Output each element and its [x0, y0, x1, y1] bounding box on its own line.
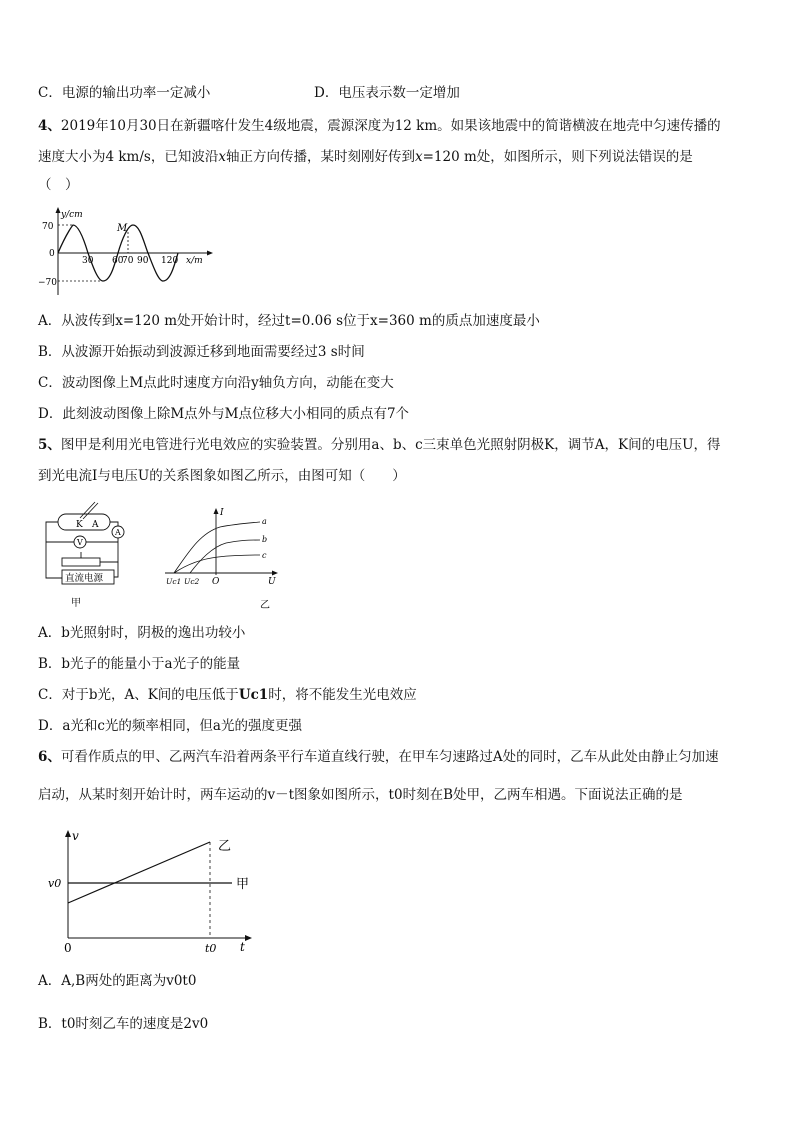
- q4-stem-text2c: =120 m处，如图所示，则下列说法错误的是: [422, 149, 693, 165]
- q6-line-yi: [68, 842, 210, 903]
- q5-curve-c: [174, 555, 260, 573]
- q5-fig-jia-label: 甲: [71, 598, 81, 609]
- q4-paren: （ ）: [38, 177, 79, 193]
- q5-phototube: [58, 514, 110, 530]
- q4-option-a: A．从波传到x=120 m处开始计时，经过t=0.06 s位于x=360 m的质点加速度最小: [38, 313, 540, 329]
- q5-wire-left: [46, 522, 62, 578]
- q5-stem-text1: 图甲是利用光电管进行光电效应的实验装置。分别用a、b、c三束单色光照射阴极K，调节A，K间的电压U，得: [60, 437, 721, 453]
- q6-vt-figure: [44, 826, 264, 956]
- q5-number: 5、: [38, 437, 61, 453]
- q6-t-label: t: [240, 940, 245, 954]
- q6-t0-label: t0: [205, 942, 217, 955]
- q4-y-label: y/cm: [61, 210, 83, 220]
- q5-light-ray-2: [83, 503, 98, 519]
- q5-fig-yi-label: 乙: [260, 600, 270, 611]
- q6-t-arrow: [245, 935, 252, 941]
- q4-x-var: x: [218, 149, 226, 165]
- q5-option-d: D．a光和c光的频率相同，但a光的强度更强: [38, 718, 302, 734]
- q4-option-b: B．从波源开始振动到波源迁移到地面需要经过3 s时间: [38, 344, 365, 360]
- q4-wave-figure: [36, 205, 216, 297]
- q5-option-c: [38, 686, 417, 704]
- q5-wire-right-top: [110, 522, 118, 526]
- q5-rheostat: [62, 558, 100, 566]
- q5-k-label: K: [76, 520, 83, 530]
- q4-xtick-30: 30: [82, 256, 94, 266]
- q6-number: 6、: [38, 749, 61, 765]
- q4-stem-text1: 2019年10月30日在新疆喀什发生4级地震，震源深度为12 km。如果该地震中的简谐横波在地壳中匀速传播的: [60, 118, 721, 134]
- q4-x-var-2: x: [414, 149, 423, 165]
- q4-stem-line2: [38, 148, 693, 166]
- q3-option-d: D．电压表示数一定增加: [314, 85, 460, 101]
- q5-i-arrow: [214, 508, 219, 514]
- q6-option-b: B．t0时刻乙车的速度是2v0: [38, 1016, 209, 1032]
- q5-curve-b-label: b: [262, 535, 268, 544]
- q4-xtick-70: 70: [122, 256, 134, 266]
- q4-y-arrow: [56, 207, 61, 213]
- q5-u-label: U: [268, 577, 276, 587]
- q5-u-arrow: [272, 571, 278, 576]
- q5-stem-line1: [38, 436, 720, 454]
- q4-x-arrow: [207, 251, 213, 256]
- q5-option-b: B．b光子的能量小于a光子的能量: [38, 656, 241, 672]
- q4-stem-text2b: 轴正方向传播，某时刻刚好传到: [225, 149, 415, 165]
- q5-option-c-text1: C．对于b光，A、K间的电压低于: [38, 687, 239, 703]
- q4-option-d: D．此刻波动图像上除M点外与M点位移大小相同的质点有7个: [38, 406, 410, 422]
- q5-option-c-text2: 时，将不能发生光电效应: [268, 687, 417, 703]
- q5-wire-supply: [114, 562, 118, 577]
- q6-label-jia: 甲: [236, 877, 250, 892]
- q6-stem-line2: 启动，从某时刻开始计时，两车运动的v－t图象如图所示，t0时刻在B处甲，乙两车相遇。下面说法正确的是: [38, 787, 683, 803]
- q4-ytick-70: 70: [42, 222, 54, 232]
- q4-stem-line1: [38, 117, 721, 135]
- q5-iu-figure: [160, 505, 285, 615]
- q4-number: 4、: [38, 118, 61, 134]
- q4-xtick-60: 60: [112, 256, 124, 266]
- q6-v-label: v: [72, 829, 79, 843]
- q5-light-ray: [80, 502, 95, 518]
- q5-curve-c-label: c: [262, 551, 267, 560]
- q6-v0-label: v0: [48, 877, 62, 890]
- q4-xtick-120: 120: [161, 256, 179, 266]
- q5-curve-a-label: a: [262, 517, 267, 526]
- q3-option-c: C．电源的输出功率一定减小: [38, 85, 211, 101]
- q6-option-a: A．A,B两处的距离为v0t0: [38, 973, 197, 989]
- q4-option-c: C．波动图像上M点此时速度方向沿y轴负方向，动能在变大: [38, 375, 394, 391]
- q5-supply-label: 直流电源: [65, 573, 104, 584]
- q4-xtick-90: 90: [137, 256, 149, 266]
- q5-uc2-label: Uc2: [184, 577, 200, 586]
- q5-option-a: A．b光照射时，阴极的逸出功较小: [38, 625, 246, 641]
- q6-label-yi: 乙: [218, 839, 232, 854]
- q6-stem-line1: [38, 748, 719, 766]
- q6-stem-text1: 可看作质点的甲、乙两汽车沿着两条平行车道直线行驶，在甲车匀速路过A处的同时，乙车从此处由静止匀加速: [60, 749, 719, 765]
- q5-circuit-figure: [40, 500, 135, 615]
- q4-point-m: M: [117, 223, 128, 234]
- q4-ytick-0: 0: [49, 249, 55, 259]
- q6-v-arrow: [65, 830, 71, 837]
- q4-ytick-neg70: −70: [38, 278, 57, 288]
- q5-ammeter-label: A: [115, 528, 121, 537]
- q5-origin-label: O: [212, 577, 220, 587]
- q5-stem-line2: 到光电流I与电压U的关系图象如图乙所示，由图可知（ ）: [38, 468, 406, 484]
- q5-uc1-label: Uc1: [166, 577, 182, 586]
- q4-stem-text2a: 速度大小为4 km/s，已知波沿: [38, 149, 219, 165]
- q5-i-label: I: [220, 508, 224, 518]
- q5-a-label: A: [92, 520, 99, 530]
- q4-x-label: x/m: [186, 256, 203, 266]
- q5-option-c-uc1: Uc1: [238, 687, 269, 703]
- q6-origin-label: 0: [64, 941, 72, 955]
- q5-voltmeter-label: V: [77, 538, 83, 547]
